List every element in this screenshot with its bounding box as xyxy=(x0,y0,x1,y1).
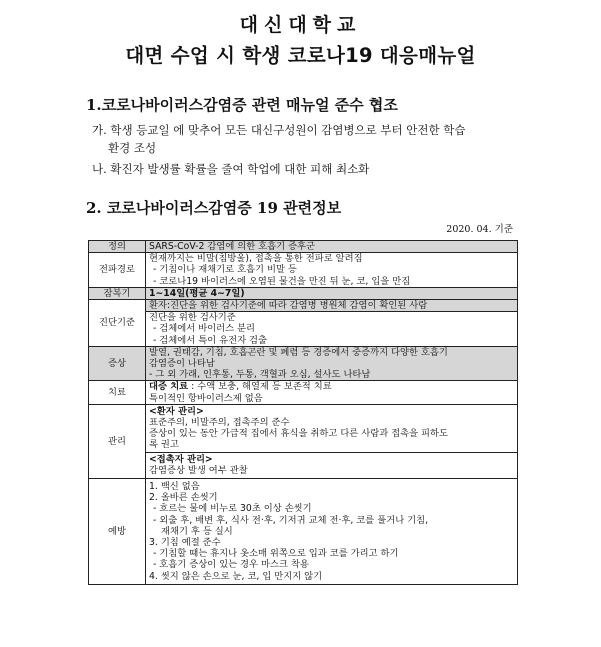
label-treatment: 치료 xyxy=(89,381,146,404)
symptoms-line: - 그 외 가래, 인후통, 두통, 객혈과 오심, 설사도 나타남 xyxy=(149,369,371,381)
contact-management-heading: <접촉자 관리> xyxy=(149,453,213,465)
value-management xyxy=(146,404,518,478)
table-row-treatment xyxy=(89,381,518,404)
table-row-diagnosis xyxy=(89,300,518,347)
contact-management-line: 감염증상 발생 여부 관찰 xyxy=(149,464,248,476)
patient-management-line: 록 권고 xyxy=(149,439,179,451)
prevention-line: - 호흡기 증상이 있는 경우 마스크 착용 xyxy=(153,559,309,571)
diagnosis-criteria xyxy=(146,312,517,346)
table-row-definition xyxy=(89,241,518,253)
patient-management xyxy=(146,405,517,453)
transmission-line: - 코로나19 바이러스에 오염된 물건을 만진 뒤 눈, 코, 입을 만짐 xyxy=(153,275,411,287)
treatment-line xyxy=(149,381,514,392)
transmission-line: 현재까지는 비말(침방울), 접촉을 통한 전파로 알려짐 xyxy=(149,253,363,265)
diagnosis-patient-definition: 환자:진단을 위한 검사기준에 따라 감염병 병원체 감염이 확인된 사람 xyxy=(146,300,517,312)
label-incubation: 잠복기 xyxy=(89,287,146,299)
treatment-type: 대증 치료 xyxy=(149,381,189,393)
patient-management-heading: <환자 관리> xyxy=(149,405,204,417)
section1-heading: 1.코로나바이러스감염증 관련 매뉴얼 준수 협조 xyxy=(86,96,398,114)
prevention-line: - 외출 후, 배변 후, 식사 전·후, 기저귀 교체 전·후, 코를 풀거나 기침, xyxy=(153,514,429,526)
contact-management xyxy=(146,453,517,478)
table-row-incubation xyxy=(89,287,518,299)
diagnosis-line: - 검체에서 특이 유전자 검출 xyxy=(153,334,267,346)
label-prevention: 예방 xyxy=(89,479,146,585)
value-prevention xyxy=(146,479,518,585)
prevention-line: 재채기 후 등 실시 xyxy=(161,525,233,537)
diagnosis-line: 진단을 위한 검사기준 xyxy=(149,312,236,324)
table-row-symptoms xyxy=(89,346,518,381)
table-row-management xyxy=(89,404,518,478)
symptoms-line: 감염증이 나타남 xyxy=(149,358,215,370)
university-name: 대신대학교 xyxy=(239,14,362,36)
value-incubation: 1~14일(평균 4~7일) xyxy=(146,287,518,299)
prevention-line: 4. 씻지 않은 손으로 눈, 코, 입 만지지 않기 xyxy=(149,570,323,582)
covid-info-table xyxy=(88,240,518,585)
value-transmission xyxy=(146,253,518,288)
table-row-prevention xyxy=(89,479,518,585)
prevention-line: 3. 기침 예절 준수 xyxy=(149,537,221,549)
section1-item-a-continued: 환경 조성 xyxy=(108,141,157,155)
prevention-line: - 기침할 때는 휴지나 옷소매 위쪽으로 입과 코를 가리고 하기 xyxy=(153,548,399,560)
value-definition: SARS-CoV-2 감염에 의한 호흡기 증후군 xyxy=(146,241,518,253)
treatment-line: 특이적인 항바이러스제 없음 xyxy=(149,392,263,404)
treatment-detail: : 수액 보충, 해열제 등 보존적 치료 xyxy=(188,381,332,393)
value-symptoms xyxy=(146,346,518,381)
diagnosis-line: - 검체에서 바이러스 분리 xyxy=(153,323,256,335)
prevention-line: 1. 백신 없음 xyxy=(149,481,200,493)
section2-heading: 2. 코로나바이러스감염증 19 관련정보 xyxy=(86,199,342,217)
label-symptoms: 증상 xyxy=(89,346,146,381)
label-definition: 정의 xyxy=(89,241,146,253)
prevention-line: - 흐르는 물에 비누로 30초 이상 손씻기 xyxy=(153,503,312,515)
label-management: 관리 xyxy=(89,404,146,478)
patient-management-line: 표준주의, 비말주의, 접촉주의 준수 xyxy=(149,417,290,429)
prevention-line: 2. 올바른 손씻기 xyxy=(149,492,218,504)
patient-management-line: 증상이 있는 동안 가급적 집에서 휴식을 취하고 다른 사람과 접촉을 피하도 xyxy=(149,428,448,440)
section1-item-a: 가. 학생 등교일 에 맞추어 모든 대신구성원이 감염병으로 부터 안전한 학습 xyxy=(92,123,466,137)
transmission-line: - 기침이나 재채기로 호흡기 비말 등 xyxy=(153,264,297,276)
value-treatment xyxy=(146,381,518,404)
label-transmission: 전파경로 xyxy=(89,253,146,288)
symptoms-line: 발열, 권태감, 기침, 호흡곤란 및 폐렴 등 경증에서 중증까지 다양한 호흡기 xyxy=(149,346,448,358)
section1-item-b: 나. 확진자 발생률 확률을 줄여 학업에 대한 피해 최소화 xyxy=(92,162,370,176)
table-row-transmission xyxy=(89,253,518,288)
value-diagnosis xyxy=(146,300,518,347)
document-title: 대면 수업 시 학생 코로나19 대응매뉴얼 xyxy=(125,44,476,67)
reference-date: 2020. 04. 기준 xyxy=(446,224,513,235)
label-diagnosis: 진단기준 xyxy=(89,300,146,347)
